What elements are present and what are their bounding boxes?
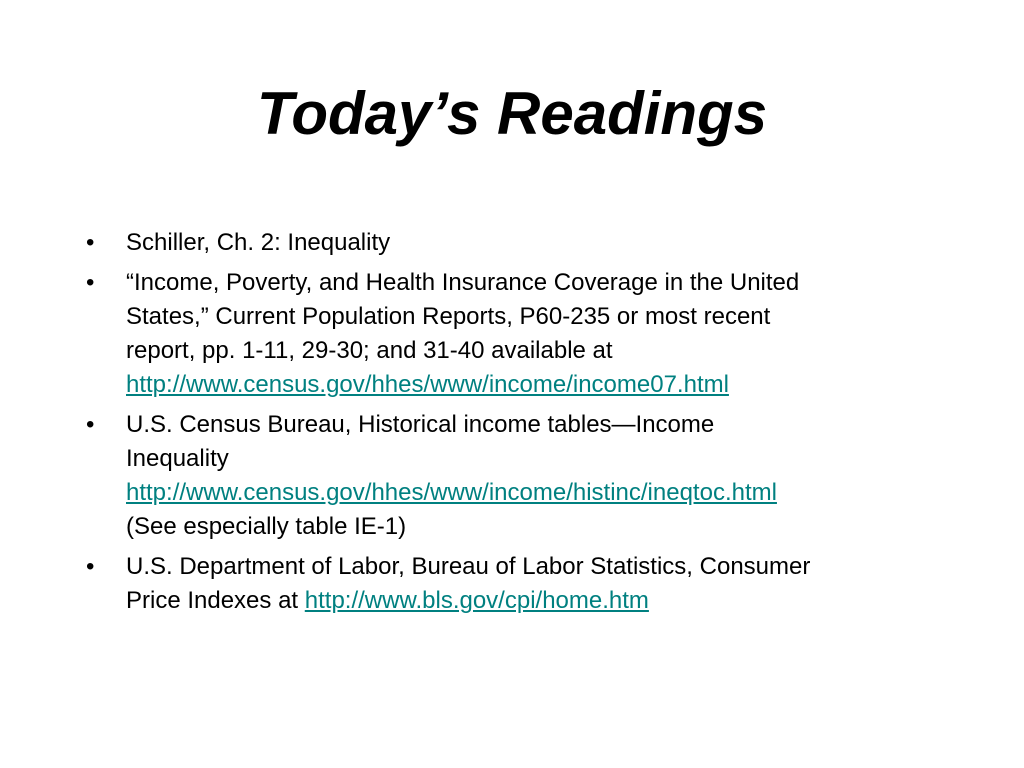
reading-text: Price Indexes at [126,587,305,614]
bullet-icon: • [86,229,95,256]
reading-item-census-report [80,266,960,402]
reading-text: U.S. Census Bureau, Historical income tables—Income [126,411,715,438]
reading-item-bls [80,550,960,618]
reading-text: States,” Current Population Reports, P60-235 or most recent [126,303,771,330]
bullet-icon: • [86,553,95,580]
bullet-icon: • [86,269,95,296]
reading-item-census-tables [80,408,960,544]
reading-text: report, pp. 1-11, 29-30; and 31-40 available at [126,337,613,364]
reading-text: U.S. Department of Labor, Bureau of Labor Statistics, Consumer [126,553,811,580]
reading-note: (See especially table IE-1) [126,513,407,540]
reading-text: Inequality [126,445,229,472]
income07-link[interactable]: http://www.census.gov/hhes/www/income/income07.html [126,371,729,398]
reading-text: Schiller, Ch. 2: Inequality [126,229,391,256]
slide-title: Today’s Readings [256,80,768,147]
bls-cpi-link[interactable]: http://www.bls.gov/cpi/home.htm [304,587,649,614]
reading-text: “Income, Poverty, and Health Insurance Coverage in the United [126,269,800,296]
readings-list [80,226,960,624]
ineqtoc-link[interactable]: http://www.census.gov/hhes/www/income/histinc/ineqtoc.html [126,479,777,506]
bullet-icon: • [86,411,95,438]
reading-item-schiller [80,226,960,260]
